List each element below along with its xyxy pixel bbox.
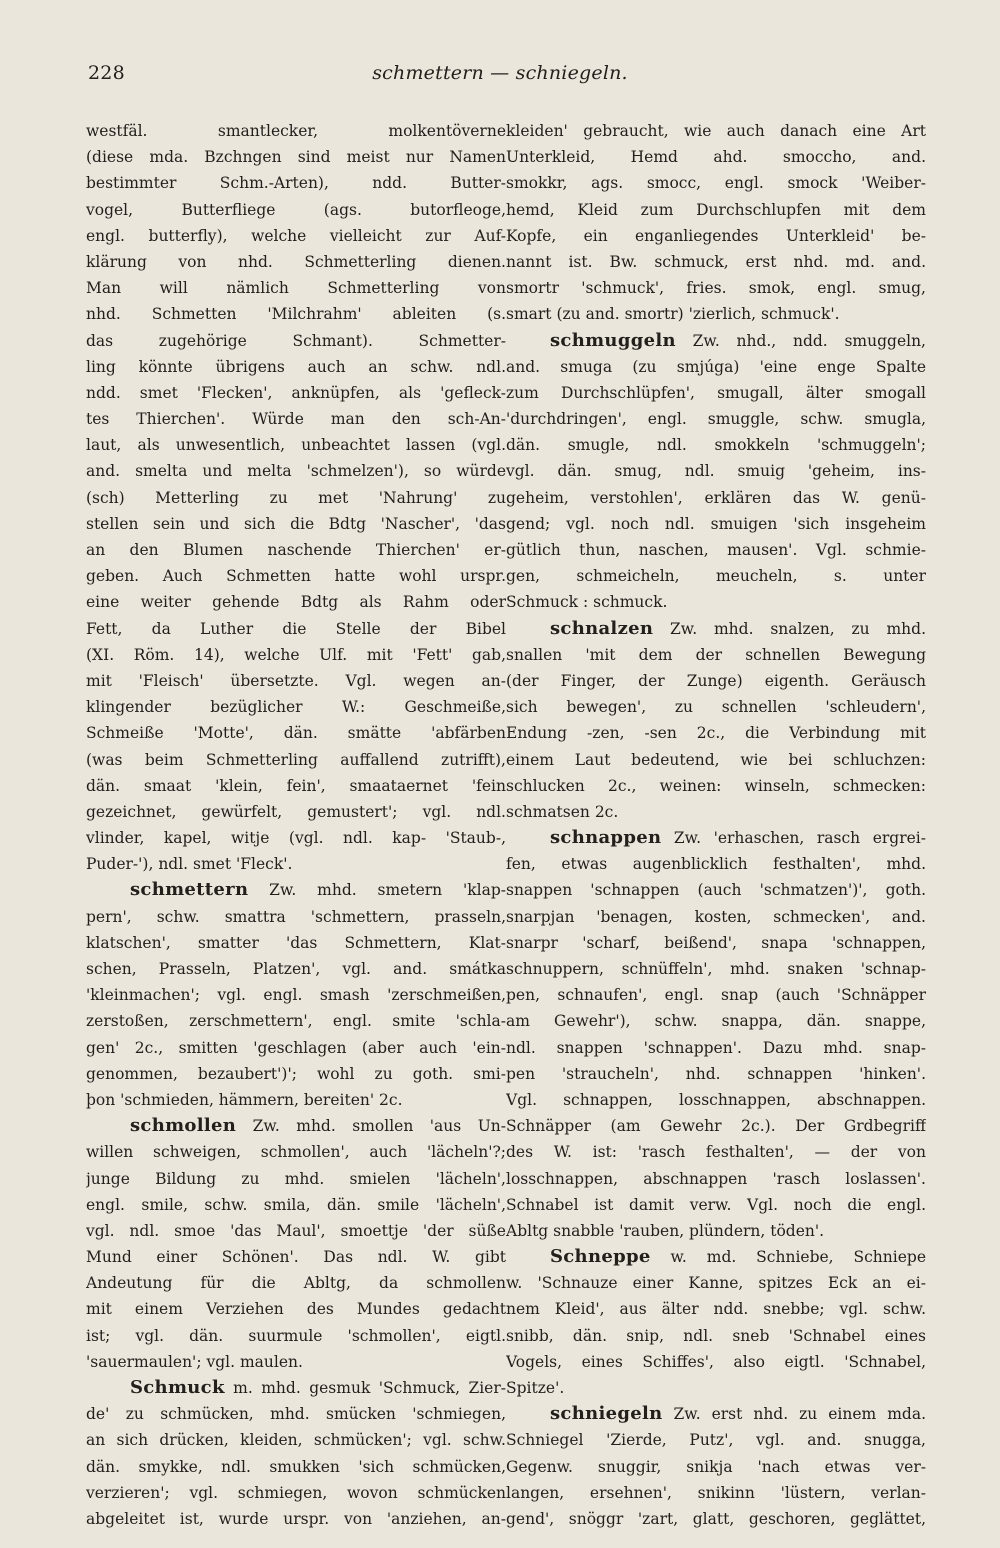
line-text: vgl. dän. smug, ndl. smuig 'geheim, ins-: [506, 462, 926, 481]
text-line: [506, 1375, 926, 1401]
text-line: [506, 642, 926, 668]
text-line: [506, 144, 926, 170]
text-line: [86, 851, 506, 877]
text-line: [506, 328, 926, 354]
line-text: smart (zu and. smortr) 'zierlich, schmuck'.: [506, 305, 840, 324]
text-line: [86, 589, 506, 615]
text-line: [506, 511, 926, 537]
line-text: tes Thierchen'. Würde man den sch-An-: [86, 410, 506, 429]
line-text: snappen 'schnappen (auch 'schmatzen')', goth.: [506, 881, 926, 900]
text-line: [86, 1427, 506, 1453]
text-line: [86, 406, 506, 432]
text-line: [506, 1008, 926, 1034]
line-text: einem Laut bedeutend, wie bei schluchzen:: [506, 750, 926, 769]
line-text: fen, etwas augenblicklich festhalten', mhd.: [506, 855, 926, 874]
line-text: klärung von nhd. Schmetterling dienen.: [86, 252, 506, 271]
line-text: schnuppern, schnüffeln', mhd. snaken 'schnap-: [506, 960, 926, 978]
line-text: (XI. Röm. 14), welche Ulf. mit 'Fett' gab,: [86, 645, 506, 664]
line-text: hemd, Kleid zum Durchschlupfen mit dem: [506, 200, 926, 219]
text-line: [86, 930, 506, 956]
text-line: [86, 1192, 506, 1218]
line-text: abgeleitet ist, wurde urspr. von 'anziehen, an-: [86, 1509, 506, 1528]
headword: Schneppe: [550, 1246, 651, 1268]
headword: schniegeln: [550, 1403, 663, 1425]
text-line: [86, 1061, 506, 1087]
text-line: [86, 458, 506, 484]
text-line: [86, 1296, 506, 1322]
line-text: pen, schnaufen', engl. snap (auch 'Schnäpper: [506, 986, 926, 1005]
line-text: Spitze'.: [506, 1379, 565, 1397]
line-text: Zw. mhd. smollen 'aus Un-: [236, 1117, 506, 1136]
text-line: [86, 144, 506, 170]
line-text: Schmeiße 'Motte', dän. smätte 'abfärben: [86, 724, 506, 743]
line-text: an sich drücken, kleiden, schmücken'; vgl. schw.: [86, 1431, 506, 1450]
line-text: schen, Prasseln, Platzen', vgl. and. smátka: [86, 960, 506, 978]
text-line: [506, 589, 926, 615]
text-line: [506, 930, 926, 956]
text-line: [506, 825, 926, 851]
line-text: (sch) Metterling zu met 'Nahrung' zu: [86, 488, 506, 507]
text-line: [86, 668, 506, 694]
line-text: smortr 'schmuck', fries. smok, engl. smug,: [506, 279, 926, 298]
line-text: engl. butterfly), welche vielleicht zur Auf-: [86, 226, 506, 245]
line-text: westfäl. smantlecker, molkentöverne: [86, 122, 506, 140]
text-line: [506, 485, 926, 511]
text-line: [506, 1270, 926, 1296]
line-text: zerstoßen, zerschmettern', engl. smite 'schla-: [86, 1012, 506, 1031]
line-text: klingender bezüglicher W.: Geschmeiße,: [86, 698, 506, 717]
line-text: Unterkleid, Hemd ahd. smoccho, and.: [506, 148, 926, 167]
text-line: [86, 1035, 506, 1061]
line-text: w. 'Schnauze einer Kanne, spitzes Eck an ei-: [506, 1274, 926, 1293]
text-line: [506, 720, 926, 746]
text-line: [506, 275, 926, 301]
text-line: [506, 616, 926, 642]
text-line: [86, 485, 506, 511]
text-line: [86, 1506, 506, 1532]
line-text: gen' 2c., smitten 'geschlagen (aber auch 'ein-: [86, 1038, 506, 1057]
text-line: [506, 747, 926, 773]
text-line: [506, 773, 926, 799]
line-text: ndl. snappen 'schnappen'. Dazu mhd. snap-: [506, 1038, 926, 1057]
line-text: Zw. nhd., ndd. smuggeln,: [675, 331, 926, 350]
line-text: junge Bildung zu mhd. smielen 'lächeln',: [86, 1169, 506, 1188]
line-text: gezeichnet, gewürfelt, gemustert'; vgl. ndl.: [86, 802, 506, 821]
text-line: [86, 537, 506, 563]
text-line: [506, 1296, 926, 1322]
line-text: gend', snöggr 'zart, glatt, geschoren, geglättet,: [506, 1509, 926, 1528]
text-line: [506, 223, 926, 249]
line-text: Zw. mhd. smetern 'klap-: [248, 881, 506, 900]
text-line: [86, 694, 506, 720]
text-line: [86, 1113, 506, 1139]
text-line: [506, 432, 926, 458]
line-text: Schmuck : schmuck.: [506, 593, 668, 612]
text-line: [506, 118, 926, 144]
text-line: [506, 1401, 926, 1427]
headword: schmettern: [130, 879, 249, 901]
text-line: [86, 1480, 506, 1506]
line-text: nem Kleid', aus älter ndd. snebbe; vgl. schw.: [506, 1300, 926, 1319]
line-text: pen 'straucheln', nhd. schnappen 'hinken'.: [506, 1064, 926, 1083]
text-line: [86, 328, 506, 354]
line-text: snarpr 'scharf, beißend', snapa 'schnappen,: [506, 933, 926, 952]
text-line: [506, 458, 926, 484]
headword: schmollen: [130, 1115, 237, 1137]
line-text: das zugehörige Schmant). Schmetter-: [86, 331, 506, 350]
line-text: dän. smugle, ndl. smokkeln 'schmuggeln';: [506, 436, 926, 455]
line-text: Andeutung für die Abltg, da schmollen: [86, 1274, 506, 1293]
text-line: [506, 1244, 926, 1270]
line-text: 'kleinmachen'; vgl. engl. smash 'zerschmeißen,: [86, 986, 506, 1005]
line-text: langen, ersehnen', snikinn 'lüstern, verlan-: [506, 1483, 926, 1502]
line-text: 'sauermaulen'; vgl. maulen.: [86, 1352, 303, 1371]
line-text: engl. smile, schw. smila, dän. smile 'lächeln',: [86, 1195, 506, 1214]
text-line: [506, 668, 926, 694]
text-line: [506, 1113, 926, 1139]
line-text: ist; vgl. dän. suurmule 'schmollen', eigtl.: [86, 1326, 506, 1345]
text-line: [506, 694, 926, 720]
text-line: [86, 1454, 506, 1480]
text-line: [86, 170, 506, 196]
line-text: m. mhd. gesmuk 'Schmuck, Zier-: [224, 1379, 506, 1397]
line-text: Schnabel ist damit verw. Vgl. noch die engl.: [506, 1195, 926, 1214]
line-text: Gegenw. snuggir, snikja 'nach etwas ver-: [506, 1457, 926, 1476]
text-line: [86, 1401, 506, 1427]
line-text: de' zu schmücken, mhd. smücken 'schmiegen,: [86, 1405, 506, 1424]
line-text: Puder-'), ndl. smet 'Fleck'.: [86, 855, 293, 874]
line-text: Zw. mhd. snalzen, zu mhd.: [653, 619, 926, 638]
line-text: w. md. Schniebe, Schniepe: [650, 1248, 926, 1267]
line-text: vgl. ndl. smoe 'das Maul', smoettje 'der süße: [86, 1221, 506, 1240]
text-line: [86, 118, 506, 144]
text-line: [506, 1349, 926, 1375]
line-text: dän. smaat 'klein, fein', smaataernet 'fein: [86, 776, 506, 795]
text-line: [506, 1218, 926, 1244]
line-text: and. smelta und melta 'schmelzen'), so würde: [86, 462, 506, 481]
text-line: [86, 1087, 506, 1113]
text-line: [506, 851, 926, 877]
headword: Schmuck: [130, 1377, 225, 1398]
line-text: smokkr, ags. smocc, engl. smock 'Weiber-: [506, 174, 926, 193]
text-line: [86, 982, 506, 1008]
text-line: [86, 275, 506, 301]
line-text: pern', schw. smattra 'schmettern, prasseln,: [86, 907, 506, 926]
text-line: [86, 1375, 506, 1401]
text-line: [506, 380, 926, 406]
text-line: [86, 197, 506, 223]
text-line: [506, 1427, 926, 1453]
text-line: [506, 1166, 926, 1192]
line-text: Vgl. schnappen, losschnappen, abschnappen.: [506, 1090, 926, 1109]
line-text: Man will nämlich Schmetterling von: [86, 279, 506, 298]
text-line: [506, 799, 926, 825]
text-line: [86, 1218, 506, 1244]
line-text: Endung -zen, -sen 2c., die Verbindung mit: [506, 724, 926, 743]
page-number: 228: [88, 62, 125, 84]
text-line: [506, 982, 926, 1008]
text-line: [86, 1244, 506, 1270]
line-text: am Gewehr'), schw. snappa, dän. snappe,: [506, 1012, 926, 1031]
text-line: [86, 354, 506, 380]
line-text: klatschen', smatter 'das Schmettern, Klat-: [86, 933, 506, 952]
line-text: willen schweigen, schmollen', auch 'lächeln'?;: [86, 1143, 506, 1162]
line-text: eine weiter gehende Bdtg als Rahm oder: [86, 593, 506, 612]
line-text: nannt ist. Bw. schmuck, erst nhd. md. and.: [506, 252, 926, 271]
text-line: [506, 1061, 926, 1087]
line-text: Zw. erst nhd. zu einem mda.: [662, 1405, 926, 1424]
line-text: bestimmter Schm.-Arten), ndd. Butter-: [86, 174, 506, 193]
text-line: [86, 877, 506, 903]
text-line: [86, 1166, 506, 1192]
line-text: des W. ist: 'rasch festhalten', — der von: [506, 1143, 926, 1162]
text-line: [86, 720, 506, 746]
line-text: Zw. 'erhaschen, rasch ergrei-: [661, 829, 926, 848]
text-line: [506, 1480, 926, 1506]
line-text: gend; vgl. noch ndl. smuigen 'sich insgeheim: [506, 514, 926, 533]
line-text: þon 'schmieden, hämmern, bereiten' 2c.: [86, 1090, 403, 1109]
text-line: [506, 406, 926, 432]
text-line: [86, 432, 506, 458]
line-text: mit einem Verziehen des Mundes gedacht: [86, 1300, 506, 1319]
text-line: [86, 747, 506, 773]
text-line: [86, 1008, 506, 1034]
line-text: geheim, verstohlen', erklären das W. genü-: [506, 488, 926, 507]
text-line: [86, 616, 506, 642]
line-text: Vogels, eines Schiffes', also eigtl. 'Schnabel,: [506, 1352, 926, 1371]
text-line: [86, 799, 506, 825]
text-line: [86, 1270, 506, 1296]
line-text: ndd. smet 'Flecken', anknüpfen, als 'gefleck-: [86, 383, 506, 402]
text-line: [506, 1323, 926, 1349]
text-line: [506, 249, 926, 275]
text-line: [86, 1139, 506, 1165]
headword: schnalzen: [550, 617, 654, 639]
line-text: gütlich thun, naschen, mausen'. Vgl. schmie-: [506, 541, 926, 559]
line-text: verzieren'; vgl. schmiegen, wovon schmücken: [86, 1483, 506, 1502]
text-line: [86, 1349, 506, 1375]
line-text: (was beim Schmetterling auffallend zutrifft),: [86, 750, 506, 769]
line-text: geben. Auch Schmetten hatte wohl urspr.: [86, 567, 506, 586]
line-text: snibb, dän. snip, ndl. sneb 'Schnabel eines: [506, 1326, 926, 1345]
right-column: [506, 118, 926, 1532]
line-text: Mund einer Schönen'. Das ndl. W. gibt: [86, 1248, 506, 1267]
line-text: losschnappen, abschnappen 'rasch loslassen'.: [506, 1169, 926, 1188]
line-text: Schnäpper (am Gewehr 2c.). Der Grdbegriff: [506, 1117, 926, 1136]
headword: schmuggeln: [550, 329, 676, 351]
text-line: [86, 956, 506, 982]
line-text: Schniegel 'Zierde, Putz', vgl. and. snugga,: [506, 1431, 926, 1450]
line-text: zum Durchschlüpfen', smugall, älter smogall: [506, 383, 926, 402]
text-line: [506, 301, 926, 327]
text-line: [86, 511, 506, 537]
line-text: an den Blumen naschende Thierchen' er-: [86, 541, 506, 559]
text-line: [86, 249, 506, 275]
line-text: gen, schmeicheln, meucheln, s. unter: [506, 567, 926, 586]
text-line: [506, 956, 926, 982]
line-text: Abltg snabble 'rauben, plündern, töden'.: [506, 1221, 825, 1240]
text-line: [506, 170, 926, 196]
line-text: (diese mda. Bzchngen sind meist nur Namen: [86, 148, 506, 167]
text-line: [86, 1323, 506, 1349]
text-line: [86, 904, 506, 930]
page-header: [88, 62, 912, 94]
line-text: snarpjan 'benagen, kosten, schmecken', and.: [506, 907, 926, 926]
line-text: laut, als unwesentlich, unbeachtet lassen (vgl.: [86, 436, 506, 455]
line-text: schlucken 2c., weinen: winseln, schmecken:: [506, 776, 926, 795]
line-text: stellen sein und sich die Bdtg 'Nascher', 'das: [86, 514, 506, 533]
line-text: ling könnte übrigens auch an schw. ndl.: [86, 357, 506, 376]
line-text: and. smuga (zu smjúga) 'eine enge Spalte: [506, 357, 926, 376]
line-text: sich bewegen', zu schnellen 'schleudern',: [506, 698, 926, 717]
line-text: schmatsen 2c.: [506, 802, 619, 821]
line-text: kleiden' gebraucht, wie auch danach eine Art: [506, 122, 926, 140]
line-text: Kopfe, ein enganliegendes Unterkleid' be-: [506, 226, 926, 245]
line-text: mit 'Fleisch' übersetzte. Vgl. wegen an-: [86, 671, 506, 690]
left-column: [86, 118, 506, 1532]
text-line: [506, 1139, 926, 1165]
text-line: [86, 825, 506, 851]
line-text: Fett, da Luther die Stelle der Bibel: [86, 619, 506, 638]
text-line: [506, 1506, 926, 1532]
text-line: [86, 223, 506, 249]
text-line: [86, 563, 506, 589]
line-text: (der Finger, der Zunge) eigenth. Geräusch: [506, 671, 926, 690]
text-line: [506, 1192, 926, 1218]
line-text: 'durchdringen', engl. smuggle, schw. smugla,: [506, 410, 926, 429]
text-line: [506, 563, 926, 589]
text-line: [506, 1035, 926, 1061]
text-line: [506, 197, 926, 223]
text-line: [86, 301, 506, 327]
line-text: genommen, bezaubert')'; wohl zu goth. smi-: [86, 1064, 506, 1083]
text-line: [86, 642, 506, 668]
line-text: nhd. Schmetten 'Milchrahm' ableiten (s.: [86, 305, 506, 324]
line-text: vogel, Butterfliege (ags. butorfleoge,: [86, 200, 506, 219]
text-line: [506, 904, 926, 930]
text-line: [506, 877, 926, 903]
line-text: vlinder, kapel, witje (vgl. ndl. kap- 'Staub-,: [86, 829, 506, 848]
text-line: [506, 537, 926, 563]
text-line: [506, 1454, 926, 1480]
text-line: [506, 1087, 926, 1113]
text-line: [86, 773, 506, 799]
text-line: [86, 380, 506, 406]
running-title: schmettern — schniegeln.: [372, 62, 628, 84]
headword: schnappen: [550, 827, 662, 849]
text-line: [506, 354, 926, 380]
line-text: dän. smykke, ndl. smukken 'sich schmücken,: [86, 1457, 506, 1476]
line-text: snallen 'mit dem der schnellen Bewegung: [506, 645, 926, 664]
